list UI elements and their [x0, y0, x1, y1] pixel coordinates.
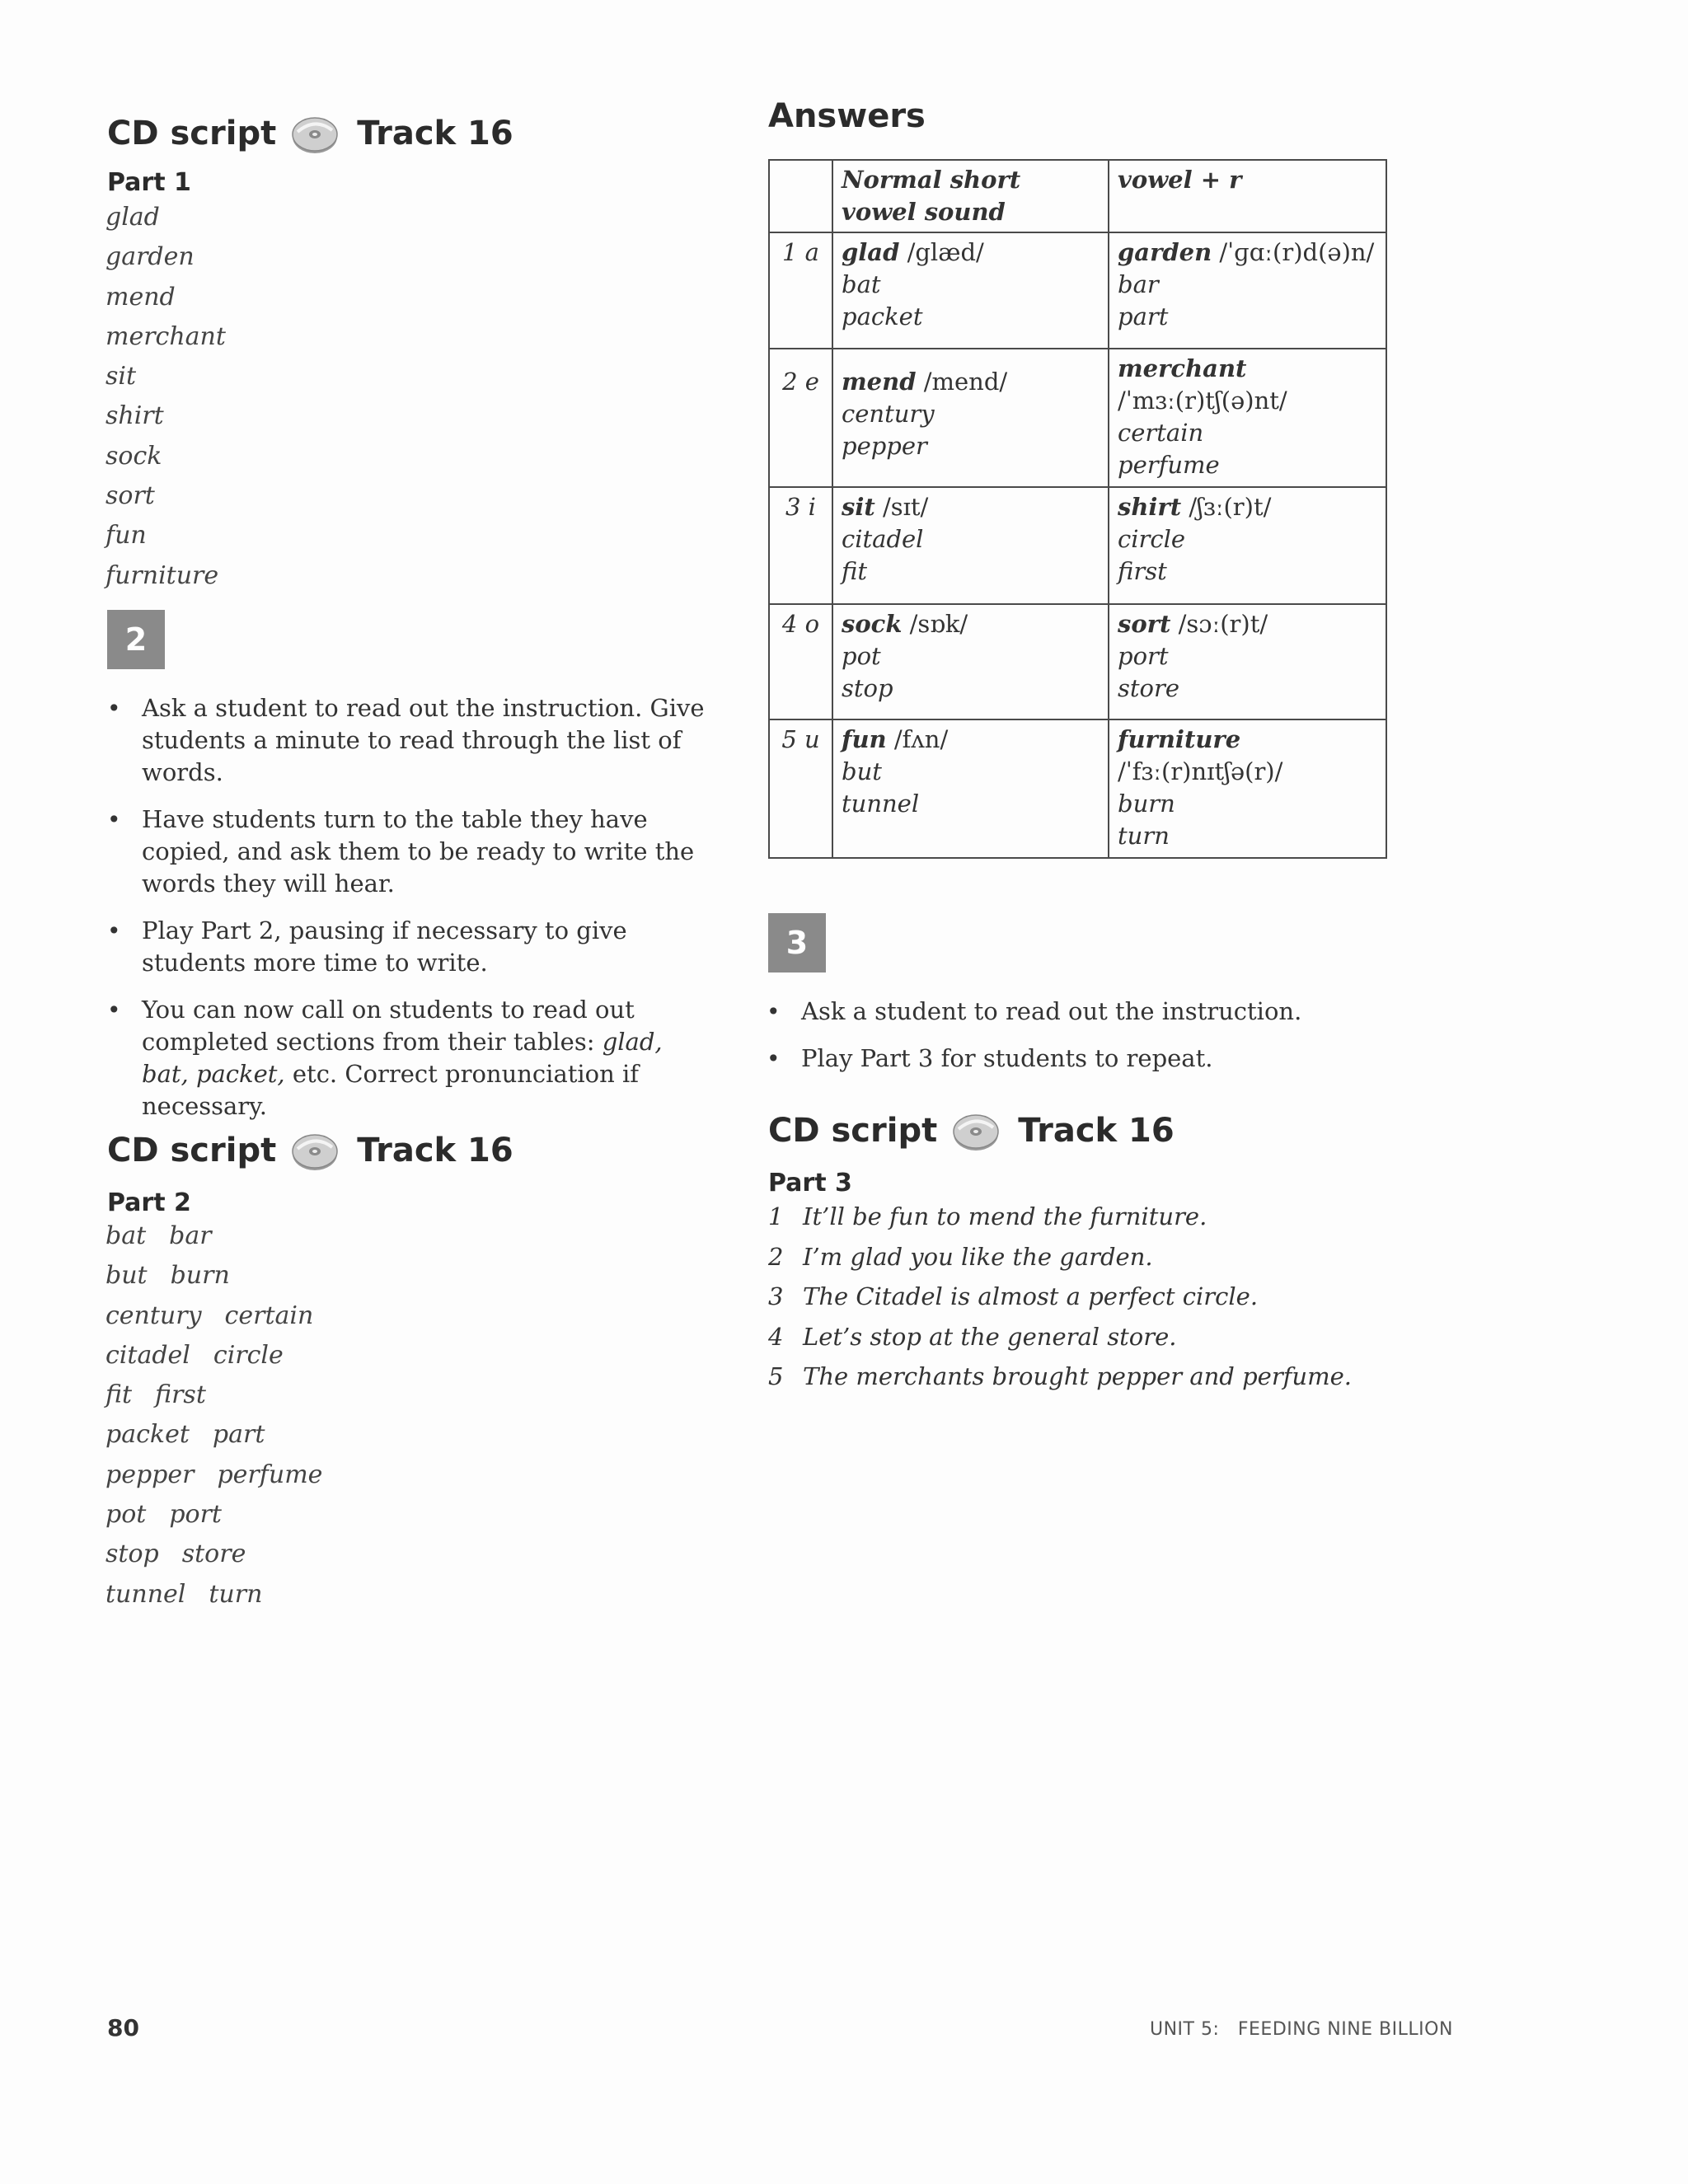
part-2-label: Part 2	[107, 1188, 191, 1217]
word: merchant	[1118, 354, 1247, 382]
list-item: • Have students turn to the table they have copied, and ask them to be ready to write the words they will hear.	[106, 804, 711, 900]
word: fit	[106, 1380, 133, 1410]
table-row	[769, 719, 1386, 858]
ipa: /ˈfɜː(r)nɪtʃə(r)/	[1118, 757, 1283, 785]
table-header-row	[769, 160, 1386, 232]
exercise-3-instructions	[765, 996, 1391, 1090]
word: first	[1118, 557, 1167, 585]
ipa: /sɪt/	[882, 493, 929, 521]
word: burn	[170, 1261, 230, 1291]
part-3-sentences	[768, 1200, 1352, 1400]
table-cell	[832, 719, 1109, 858]
table-cell	[1109, 719, 1386, 858]
page-number: 80	[107, 2014, 139, 2041]
exercise-2-instructions	[106, 692, 711, 1137]
word: pot	[842, 642, 881, 670]
word: citadel	[842, 525, 924, 553]
word: store	[1118, 674, 1180, 702]
word: sit	[842, 493, 875, 521]
sentence-text: Let’s stop at the general store.	[803, 1322, 1177, 1351]
row-label: 4 o	[769, 604, 832, 719]
table-header-cell: vowel + r	[1109, 160, 1386, 232]
table-cell	[1109, 604, 1386, 719]
word: port	[1118, 642, 1169, 670]
word: shirt	[1118, 493, 1182, 521]
cd-track-label: Track 16	[357, 115, 513, 152]
sentence-text: I’m glad you like the garden.	[803, 1242, 1153, 1271]
word: stop	[842, 674, 893, 702]
list-item	[106, 994, 711, 1122]
word: stop	[106, 1540, 159, 1569]
list-item: shirt	[106, 401, 164, 431]
table-header-cell: Normal short vowel sound	[832, 160, 1109, 232]
sentence-number: 5	[768, 1362, 784, 1390]
list-item	[768, 1360, 1352, 1400]
word: but	[842, 757, 882, 785]
word: turn	[209, 1579, 263, 1609]
word: glad	[842, 238, 900, 266]
cd-script-label: CD script	[107, 1132, 277, 1169]
table-row	[769, 487, 1386, 604]
word: tunnel	[106, 1579, 186, 1609]
cd-track-label: Track 16	[1018, 1112, 1175, 1150]
list-item	[106, 1498, 322, 1538]
word: first	[155, 1380, 206, 1410]
list-item: • Ask a student to read out the instruction. Give students a minute to read through the list of words.	[106, 692, 711, 789]
sentence-number: 3	[768, 1282, 784, 1310]
part-3-label: Part 3	[768, 1169, 852, 1197]
cd-script-label: CD script	[107, 115, 277, 152]
list-item: sort	[106, 481, 155, 511]
list-item: merchant	[106, 321, 226, 351]
cd-icon	[289, 112, 340, 155]
word: century	[842, 400, 935, 428]
list-item	[106, 1459, 322, 1498]
table-cell	[1109, 487, 1386, 604]
word: bat	[842, 270, 881, 298]
ipa: /fʌn/	[893, 725, 949, 753]
cd-track-label: Track 16	[357, 1132, 513, 1169]
part-1-label: Part 1	[107, 168, 191, 197]
word: furniture	[1118, 725, 1241, 753]
ipa: /ˈɡɑː(r)d(ə)n/	[1219, 238, 1375, 266]
table-cell	[832, 604, 1109, 719]
sentence-text: It’ll be fun to mend the furniture.	[803, 1202, 1207, 1230]
row-label: 2 e	[769, 349, 832, 487]
word: circle	[1118, 525, 1186, 553]
word: pepper	[106, 1460, 195, 1489]
word: bar	[1118, 270, 1159, 298]
list-item	[106, 1578, 322, 1618]
table-row	[769, 232, 1386, 349]
word: pot	[106, 1500, 147, 1530]
table-cell	[832, 232, 1109, 349]
part-2-word-pairs	[106, 1220, 322, 1618]
answers-table	[768, 159, 1387, 859]
word: garden	[1118, 238, 1212, 266]
table-cell	[832, 487, 1109, 604]
word: tunnel	[842, 790, 920, 818]
list-item	[106, 1339, 322, 1379]
word: citadel	[106, 1340, 190, 1370]
table-cell	[832, 349, 1109, 487]
ipa: /ˈmɜː(r)tʃ(ə)nt/	[1118, 387, 1287, 415]
running-footer: UNIT 5: FEEDING NINE BILLION	[1150, 2019, 1453, 2040]
list-item: • Play Part 3 for students to repeat.	[765, 1043, 1391, 1075]
word: fit	[842, 557, 867, 585]
sentence-number: 4	[768, 1322, 784, 1351]
cd-icon	[950, 1109, 1001, 1152]
word: part	[1118, 302, 1169, 330]
list-item	[768, 1200, 1352, 1240]
table-row	[769, 604, 1386, 719]
table-cell	[1109, 349, 1386, 487]
list-item: mend	[106, 282, 176, 312]
row-label: 1 a	[769, 232, 832, 349]
word: perfume	[1118, 451, 1220, 479]
word: part	[212, 1420, 265, 1450]
table-row	[769, 349, 1386, 487]
bullet-text-tail: etc. Correct pronunciation if necessary.	[142, 1060, 640, 1120]
list-item	[106, 1259, 322, 1299]
word: circle	[213, 1340, 284, 1370]
list-item: • Ask a student to read out the instruction.	[765, 996, 1391, 1028]
table-cell	[1109, 232, 1386, 349]
word: certain	[1118, 419, 1204, 447]
row-label: 3 i	[769, 487, 832, 604]
word: certain	[224, 1301, 314, 1330]
word: perfume	[217, 1460, 323, 1489]
cd-script-heading	[768, 1106, 1175, 1155]
sentence-number: 1	[768, 1202, 784, 1230]
word: packet	[106, 1420, 190, 1450]
list-item	[768, 1320, 1352, 1361]
list-item: furniture	[106, 560, 219, 590]
list-item	[106, 1418, 322, 1458]
word: pepper	[842, 432, 927, 460]
cd-script-heading	[107, 1126, 513, 1175]
word: bar	[169, 1221, 212, 1250]
word: packet	[842, 302, 923, 330]
ipa: /sɔː(r)t/	[1178, 610, 1268, 638]
part-1-word-list	[106, 201, 226, 599]
sentence-text: The Citadel is almost a perfect circle.	[803, 1282, 1259, 1310]
cd-script-heading	[107, 109, 513, 158]
list-item: fun	[106, 521, 147, 551]
ipa: /mend/	[923, 368, 1008, 396]
word: bat	[106, 1221, 147, 1250]
bullet-italic-words: glad, bat, packet,	[142, 1028, 663, 1088]
list-item	[106, 1300, 322, 1339]
ipa: /sɒk/	[909, 610, 968, 638]
table-cell	[769, 160, 832, 232]
word: fun	[842, 725, 887, 753]
word: burn	[1118, 790, 1175, 818]
word: but	[106, 1261, 148, 1291]
list-item: sock	[106, 441, 162, 471]
sentence-number: 2	[768, 1242, 784, 1271]
list-item: • Play Part 2, pausing if necessary to give students more time to write.	[106, 915, 711, 979]
word: sock	[842, 610, 903, 638]
word: turn	[1118, 822, 1170, 850]
answers-title: Answers	[768, 97, 926, 135]
list-item	[106, 1538, 322, 1577]
list-item: garden	[106, 242, 195, 272]
list-item	[768, 1240, 1352, 1281]
word: century	[106, 1301, 202, 1330]
cd-script-label: CD script	[768, 1112, 938, 1150]
list-item	[106, 1220, 322, 1259]
word: port	[169, 1500, 222, 1530]
word: sort	[1118, 610, 1171, 638]
exercise-2-number: 2	[107, 610, 165, 669]
list-item	[106, 1379, 322, 1418]
list-item: sit	[106, 362, 137, 391]
word: store	[181, 1540, 246, 1569]
ipa: /ʃɜː(r)t/	[1189, 493, 1272, 521]
sentence-text: The merchants brought pepper and perfume.	[803, 1362, 1352, 1390]
exercise-3-number: 3	[768, 913, 826, 972]
row-label: 5 u	[769, 719, 832, 858]
ipa: /glæd/	[907, 238, 984, 266]
cd-icon	[289, 1129, 340, 1172]
list-item: glad	[106, 203, 160, 232]
word: mend	[842, 368, 917, 396]
bullet-text: You can now call on students to read out completed sections from their tables:	[142, 996, 635, 1056]
list-item	[768, 1280, 1352, 1320]
